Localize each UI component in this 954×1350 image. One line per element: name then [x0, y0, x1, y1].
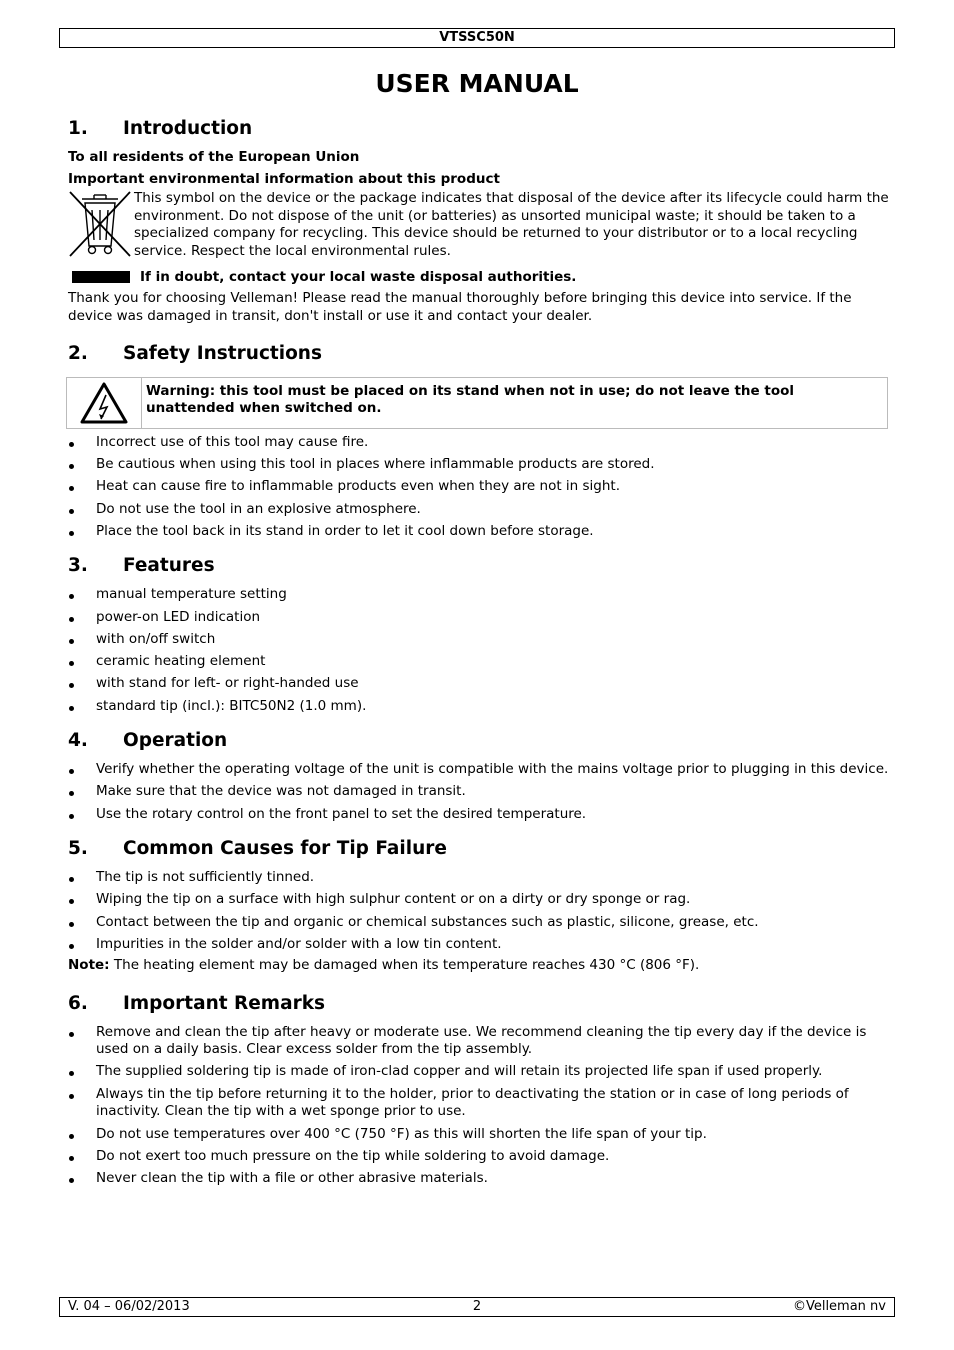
note-text: The heating element may be damaged when its temperature reaches 430 °C (806 °F). [109, 957, 700, 974]
features-list [68, 586, 890, 715]
section-title: Introduction [123, 118, 253, 139]
page-header [59, 28, 895, 48]
weee-doubt-note [68, 268, 890, 286]
list-item: Do not use temperatures over 400 °C (750 °F) as this will shorten the life span of your tip. [68, 1126, 890, 1144]
tip-failure-list [68, 869, 890, 953]
list-item: Make sure that the device was not damaged in transit. [68, 783, 890, 801]
section-number: 3. [68, 555, 88, 577]
list-item: Remove and clean the tip after heavy or moderate use. We recommend cleaning the tip every day if the device is used on a daily basis. Clear excess solder from the tip assembly. [68, 1024, 890, 1059]
environmental-info-subheading: Important environmental information about this product [68, 171, 500, 187]
document-title: USER MANUAL [375, 69, 579, 98]
section-number: 4. [68, 730, 88, 752]
list-item: Use the rotary control on the front panel to set the desired temperature. [68, 806, 890, 824]
electrical-hazard-icon [67, 378, 142, 428]
section-heading-operation [68, 726, 890, 756]
page-footer [59, 1297, 895, 1317]
section-number: 2. [68, 343, 88, 364]
warning-text: Warning: this tool must be placed on its stand when not in use; do not leave the tool unattended when switched on. [146, 383, 795, 416]
model-number: VTSSC50N [439, 30, 515, 45]
list-item: Impurities in the solder and/or solder with a low tin content. [68, 936, 890, 954]
list-item: Always tin the tip before returning it to the holder, prior to deactivating the station or in case of long periods of inactivity. Clean the tip with a wet sponge prior to use. [68, 1086, 890, 1121]
list-item: power-on LED indication [68, 609, 890, 627]
note-label: Note: [68, 957, 110, 974]
list-item: ceramic heating element [68, 653, 890, 671]
section-title: Safety Instructions [123, 343, 322, 364]
separate-collection-bar-icon [72, 271, 130, 283]
list-item: with stand for left- or right-handed use [68, 675, 890, 693]
section-title: Common Causes for Tip Failure [123, 838, 447, 860]
page-number: 2 [472, 1299, 482, 1314]
section-heading-tip-failure [68, 834, 890, 864]
list-item: Never clean the tip with a file or other abrasive materials. [68, 1170, 890, 1188]
section-heading-remarks [68, 989, 890, 1019]
list-item: The tip is not sufficiently tinned. [68, 869, 890, 887]
list-item: standard tip (incl.): BITC50N2 (1.0 mm). [68, 698, 890, 716]
remarks-list [68, 1024, 890, 1188]
section-heading-introduction [68, 114, 890, 144]
section-title: Features [123, 555, 215, 577]
list-item: Be cautious when using this tool in places where inflammable products are stored. [68, 456, 890, 474]
eu-residents-subheading: To all residents of the European Union [68, 149, 360, 165]
section-heading-features [68, 551, 890, 581]
warning-box [66, 377, 888, 429]
list-item: Do not use the tool in an explosive atmosphere. [68, 501, 890, 519]
list-item: Wiping the tip on a surface with high sulphur content or on a dirty or dry sponge or rag. [68, 891, 890, 909]
list-item: Contact between the tip and organic or chemical substances such as plastic, silicone, grease, etc. [68, 914, 890, 932]
list-item: Incorrect use of this tool may cause fire. [68, 434, 890, 452]
list-item: The supplied soldering tip is made of iron-clad copper and will retain its projected life span if used properly. [68, 1063, 890, 1081]
thank-you-paragraph: Thank you for choosing Velleman! Please read the manual thoroughly before bringing this device into service. If the device was damaged in transit, don't install or use it and contact your dealer. [68, 290, 852, 324]
list-item: Do not exert too much pressure on the tip while soldering to avoid damage. [68, 1148, 890, 1166]
list-item: Verify whether the operating voltage of the unit is compatible with the mains voltage prior to plugging in this device. [68, 761, 890, 779]
section-title: Operation [123, 730, 228, 752]
section-number: 6. [68, 992, 88, 1014]
crossed-out-wheelie-bin-icon [68, 190, 134, 264]
version-date: V. 04 – 06/02/2013 [68, 1299, 190, 1314]
copyright: ©Velleman nv [792, 1299, 886, 1314]
section-number: 5. [68, 838, 88, 860]
section-title: Important Remarks [123, 992, 326, 1014]
list-item: manual temperature setting [68, 586, 890, 604]
section-number: 1. [68, 118, 88, 139]
heating-element-note [68, 957, 890, 975]
manual-body [68, 114, 890, 1188]
section-heading-safety [68, 339, 890, 369]
safety-list [68, 434, 890, 541]
list-item: Heat can cause fire to inflammable products even when they are not in sight. [68, 478, 890, 496]
list-item: with on/off switch [68, 631, 890, 649]
list-item: Place the tool back in its stand in order to let it cool down before storage. [68, 523, 890, 541]
weee-notice [68, 190, 890, 264]
weee-doubt-text: If in doubt, contact your local waste disposal authorities. [140, 269, 577, 285]
operation-list [68, 761, 890, 823]
weee-description: This symbol on the device or the package indicates that disposal of the device after its lifecycle could harm the environment. Do not dispose of the unit (or batteries) as unsorted municipal waste; it should be taken to a specialized company for recycling. This device should be returned to your distributor or to a local recycling service. Respect the local environmental rules. [134, 190, 889, 259]
